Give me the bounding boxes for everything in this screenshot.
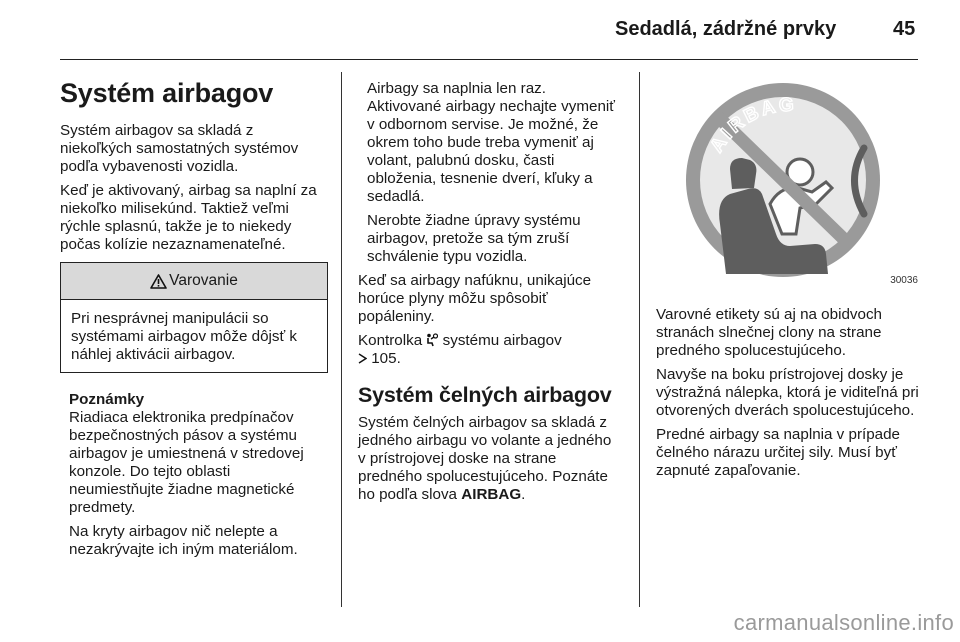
modification-paragraph: Nerobte žiadne úpravy systému airbagov, pretože sa tým zruší schválenie typu vozidla. bbox=[367, 212, 581, 265]
column-2 bbox=[358, 80, 616, 510]
airbag-warning-figure bbox=[650, 74, 924, 290]
dashboard-label-paragraph: Navyše na boku prístrojovej dosky je výstražná nálepka, ktorá je viditeľná pri otvorených dverách spolucestujúceho. bbox=[656, 366, 919, 419]
figure-label: AIRBAG bbox=[706, 94, 798, 157]
warning-body: Pri nesprávnej manipulácii so systémami airbagov môže dôjsť k náhlej aktivácii airbagov. bbox=[71, 310, 297, 363]
hot-gas-paragraph: Keď sa airbagy nafúknu, unikajúce horúce plyny môžu spôsobiť popáleniny. bbox=[358, 272, 592, 325]
note-paragraph-1: Riadiaca elektronika predpínačov bezpečnostných pásov a systému airbagov je umiestnená v stredovej konzole. Do tejto oblasti neumiestňujte žiadne magnetické predmety. bbox=[69, 409, 304, 516]
header-rule bbox=[60, 59, 918, 60]
note-paragraph-2: Na kryty airbagov nič nelepte a nezakrývajte ich iným materiálom. bbox=[69, 523, 298, 558]
indicator-text-before: Kontrolka bbox=[358, 332, 423, 349]
intro-paragraph: Systém airbagov sa skladá z niekoľkých samostatných systémov podľa vybavenosti vozidla. bbox=[60, 122, 299, 175]
section-heading-airbag-system: Systém airbagov bbox=[60, 78, 274, 108]
note-block bbox=[60, 391, 328, 559]
figure-number: 30036 bbox=[890, 275, 918, 286]
note-title: Poznámky bbox=[69, 391, 145, 408]
replacement-block bbox=[358, 80, 616, 266]
front-airbags-text: Systém čelných airbagov sa skladá z jedného airbagu vo volante a jedného v prístrojovej doske na strane predného spolucestujúceho. Poznáte ho podľa slova bbox=[358, 414, 612, 503]
no-child-seat-airbag-warning-icon bbox=[650, 74, 924, 290]
warning-title: Varovanie bbox=[169, 272, 238, 289]
section-heading-front-airbags: Systém čelných airbagov bbox=[358, 383, 612, 407]
sun-visor-paragraph: Varovné etikety sú aj na obidvoch stranách slnečnej clony na strane predného spolucestujúceho. bbox=[656, 306, 882, 359]
page-reference-arrow-icon bbox=[358, 353, 367, 364]
column-1 bbox=[60, 78, 328, 565]
column-divider-1 bbox=[341, 72, 342, 607]
activation-paragraph: Keď je aktivovaný, airbag sa naplní za niekoľko milisekúnd. Taktiež veľmi rýchle splasnú, takže je to niekedy počas kolízie nezaznamenateľné. bbox=[60, 182, 317, 253]
indicator-text-after: systému airbagov bbox=[442, 332, 562, 349]
deployment-paragraph: Predné airbagy sa naplnia v prípade čelného nárazu určitej sily. Musí byť zapnuté zapaľovanie. bbox=[656, 426, 901, 479]
column-3 bbox=[656, 306, 928, 486]
page-number: 45 bbox=[893, 18, 916, 40]
warning-header bbox=[61, 263, 327, 300]
warning-triangle-icon bbox=[150, 274, 167, 289]
page-header-title: Sedadlá, zádržné prvky bbox=[615, 18, 837, 40]
watermark: carmanualsonline.info bbox=[733, 610, 954, 635]
airbag-word: AIRBAG bbox=[461, 486, 522, 503]
indicator-page-reference: 105. bbox=[371, 350, 401, 367]
column-divider-2 bbox=[639, 72, 640, 607]
front-airbags-text-end: . bbox=[521, 486, 526, 503]
warning-box bbox=[60, 262, 328, 373]
front-airbags-paragraph bbox=[358, 414, 616, 504]
replacement-paragraph: Airbagy sa naplnia len raz. Aktivované airbagy nechajte vymeniť v odbornom servise. Je možné, že okrem toho bude treba vymeniť aj volant, palubnú dosku, časti obloženia, tesnenie dverí, kľuky a sedadlá. bbox=[367, 80, 615, 205]
indicator-paragraph bbox=[358, 332, 616, 368]
airbag-indicator-icon bbox=[426, 333, 438, 347]
